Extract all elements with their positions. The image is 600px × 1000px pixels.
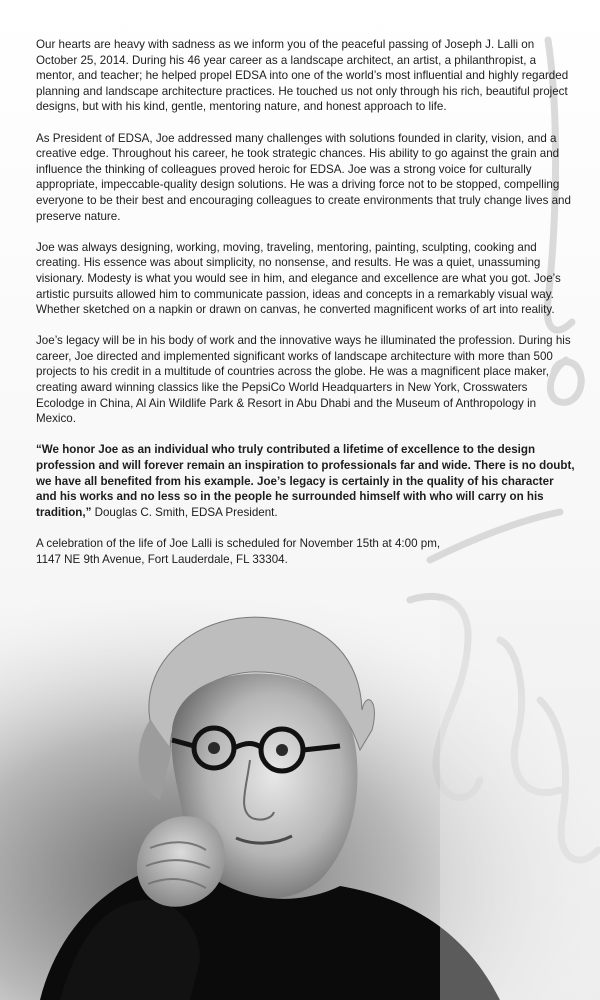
quote-paragraph [36,442,576,520]
celebration-line-2: 1147 NE 9th Avenue, Fort Lauderdale, FL 33304. [36,552,288,566]
obituary-text [36,37,576,583]
portrait-photo [0,600,600,1000]
celebration-notice [36,536,576,567]
paragraph-intro: Our hearts are heavy with sadness as we inform you of the peaceful passing of Joseph J. Lalli on October 25, 2014. During his 46 year career as a landscape architect, an artist, a philanthropist, a mentor, and teacher; he helped propel EDSA into one of the world’s most influential and highly regarded planning and landscape architecture practices. He touched us not only through his rich, beautiful project designs, but with his kind, gentle, mentoring nature, and honest approach to life. [36,38,569,114]
quote-attribution: Douglas C. Smith, EDSA President. [91,505,278,519]
paragraph-president: As President of EDSA, Joe addressed many challenges with solutions founded in clarity, vision, and a creative edge. Throughout his career, he took strategic chances. His ability to go against the grain and influence the thinking of colleagues proved heroic for EDSA. Joe was a strong voice for culturally appropriate, impeccable-quality design solutions. He was a driving force not to be stopped, compelling everyone to be their best and encouraging colleagues to create environments that truly change lives and preserve nature. [36,131,571,223]
paragraph-legacy: Joe’s legacy will be in his body of work and the innovative ways he illuminated the profession. During his career, Joe directed and implemented significant works of landscape architecture with more than 500 projects to his credit in a multitude of countries across the globe. He was a magnificent place maker, creating award winning classics like the PepsiCo World Headquarters in New York, Crosswaters Ecolodge in China, Al Ain Wildlife Park & Resort in Abu Dhabi and the Museum of Anthropology in Mexico. [36,334,571,426]
celebration-line-1: A celebration of the life of Joe Lalli is scheduled for November 15th at 4:00 pm, [36,537,441,550]
paragraph-essence: Joe was always designing, working, moving, traveling, mentoring, painting, sculpting, cooking and creating. His essence was about simplicity, no nonsense, and results. He was a quiet, unassuming visionary. Modesty is what you would see in him, and elegance and excellence are what you got. Joe’s artistic pursuits allowed him to communicate passion, ideas and concepts in a remarkably visual way. Whether sketched on a napkin or drawn on canvas, he converted magnificent works of art into reality. [36,240,561,317]
quote-text: “We honor Joe as an individual who truly contributed a lifetime of excellence to the design profession and will forever remain an inspiration to professionals far and wide. There is no doubt, we have all benefited from his example. Joe’s legacy is certainly in the quality of his character and his works and no less so in the people he surrounded himself with who will carry on his tradition,” [36,443,575,519]
